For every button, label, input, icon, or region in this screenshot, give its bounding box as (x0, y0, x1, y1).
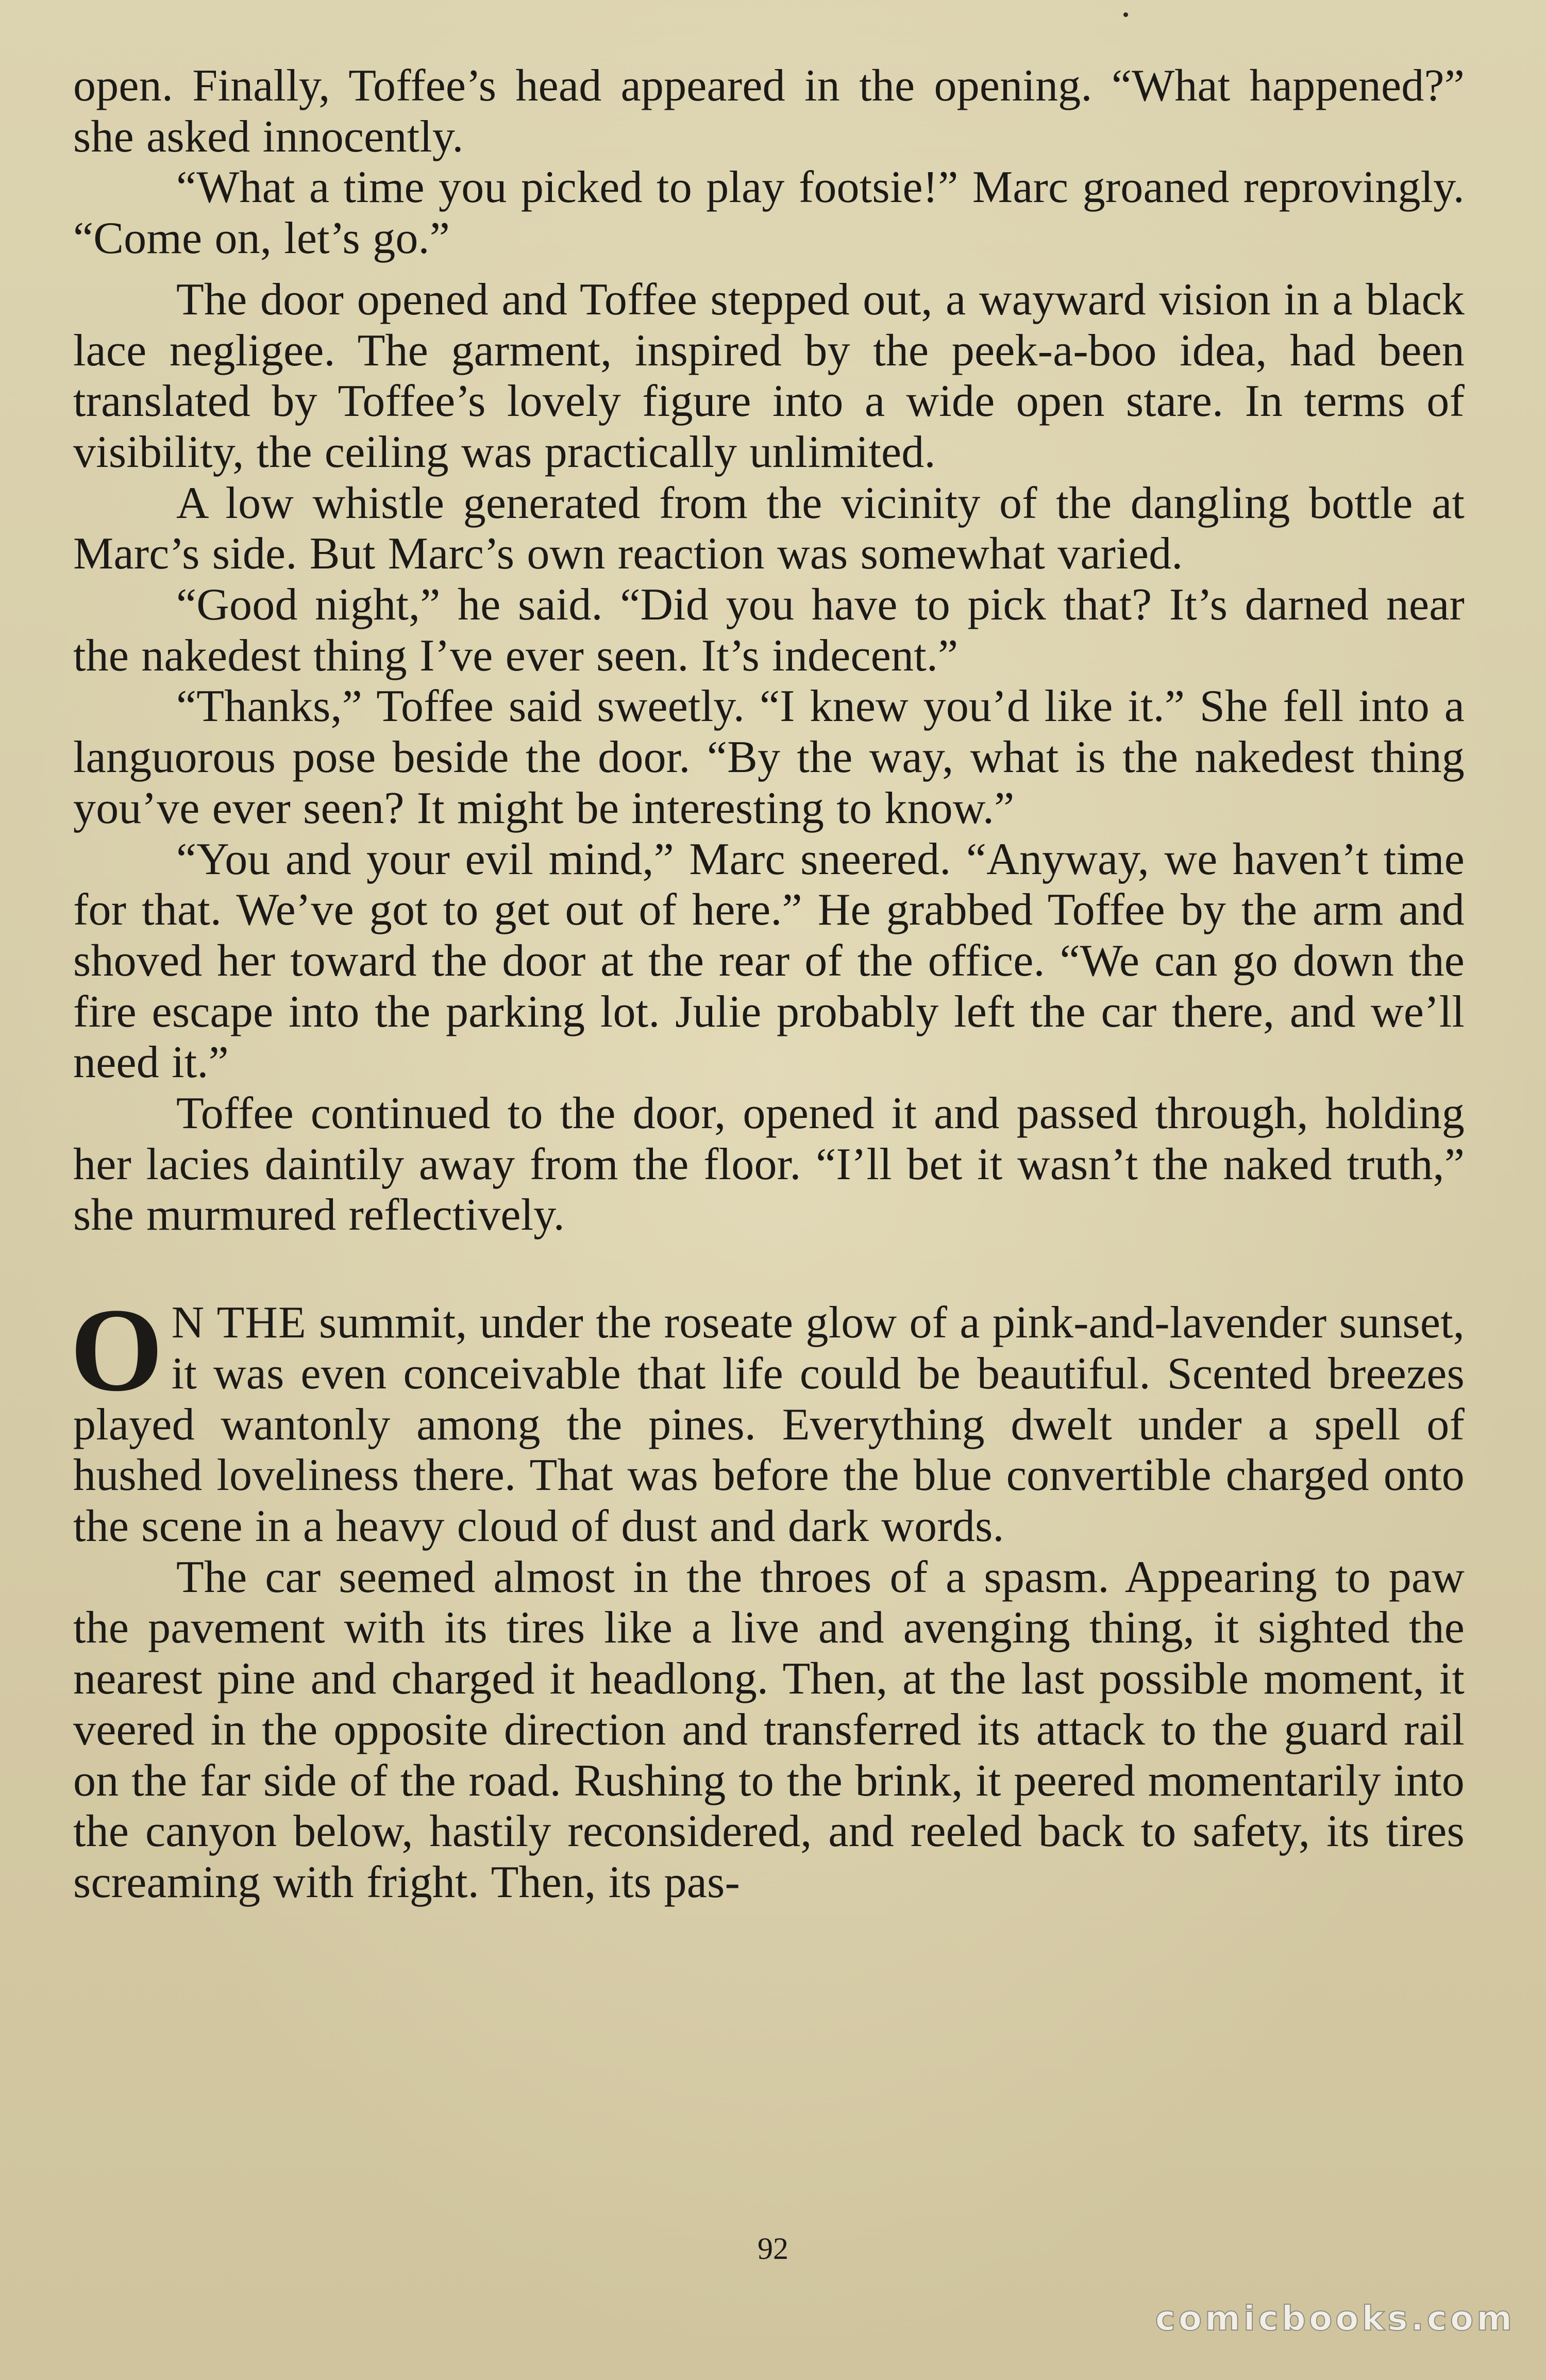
paragraph-3: The door opened and Toffee stepped out, a wayward vision in a black lace negligee. The garment, inspired by the peek-a-boo idea, had been translated by Toffee’s lovely figure into a wide open stare. In terms of visibility, the ceiling was practically unlimited. (73, 274, 1465, 477)
watermark: comicbooks.com (1155, 2299, 1515, 2338)
paragraph-5: “Good night,” he said. “Did you have to pick that? It’s darned near the nakedest thing I’ve ever seen. It’s indecent.” (73, 580, 1465, 681)
ink-speck (1123, 12, 1128, 17)
paragraph-1: open. Finally, Toffee’s head appeared in the opening. “What happened?” she asked innocently. (73, 61, 1465, 162)
section-2-paragraph-2: The car seemed almost in the throes of a spasm. Appearing to paw the pavement with its tires like a live and avenging thing, it sighted the nearest pine and charged it headlong. Then, at the last possible moment, it veered in the opposite direction and transferred its attack to the guard rail on the far side of the road. Rushing to the brink, it peered momentarily into the canyon below, hastily reconsidered, and reeled back to safety, its tires screaming with fright. Then, its pas- (73, 1552, 1465, 1907)
section-2-lead: N THE (171, 1298, 307, 1348)
paragraph-8: Toffee continued to the door, opened it and passed through, holding her lacies daintily away from the floor. “I’ll bet it wasn’t the naked truth,” she murmured reflectively. (73, 1088, 1465, 1241)
drop-cap: O (70, 1284, 163, 1417)
text-column (70, 61, 1465, 1908)
section-2-first-text: summit, under the roseate glow of a pink-and-lavender sunset, it was even conceivable that life could be beautiful. Scented breezes played wantonly among the pines. Everything dwelt under a spell of hushed loveliness there. That was before the blue convertible charged onto the scene in a heavy cloud of dust and dark words. (73, 1298, 1465, 1551)
paragraph-2: “What a time you picked to play footsie!” Marc groaned reprovingly. “Come on, let’s go.” (73, 162, 1465, 264)
paragraph-6: “Thanks,” Toffee said sweetly. “I knew you’d like it.” She fell into a languorous pose beside the door. “By the way, what is the nakedest thing you’ve ever seen? It might be interesting to know.” (73, 681, 1465, 833)
paragraph-4: A low whistle generated from the vicinity of the dangling bottle at Marc’s side. But Marc’s own reaction was somewhat varied. (73, 478, 1465, 579)
page-number: 92 (758, 2232, 788, 2266)
paragraph-7: “You and your evil mind,” Marc sneered. “Anyway, we haven’t time for that. We’ve got to get out of here.” He grabbed Toffee by the arm and shoved her toward the door at the rear of the office. “We can go down the fire escape into the parking lot. Julie probably left the car there, and we’ll need it.” (73, 834, 1465, 1088)
section-2-paragraph-1 (70, 1284, 1465, 1552)
